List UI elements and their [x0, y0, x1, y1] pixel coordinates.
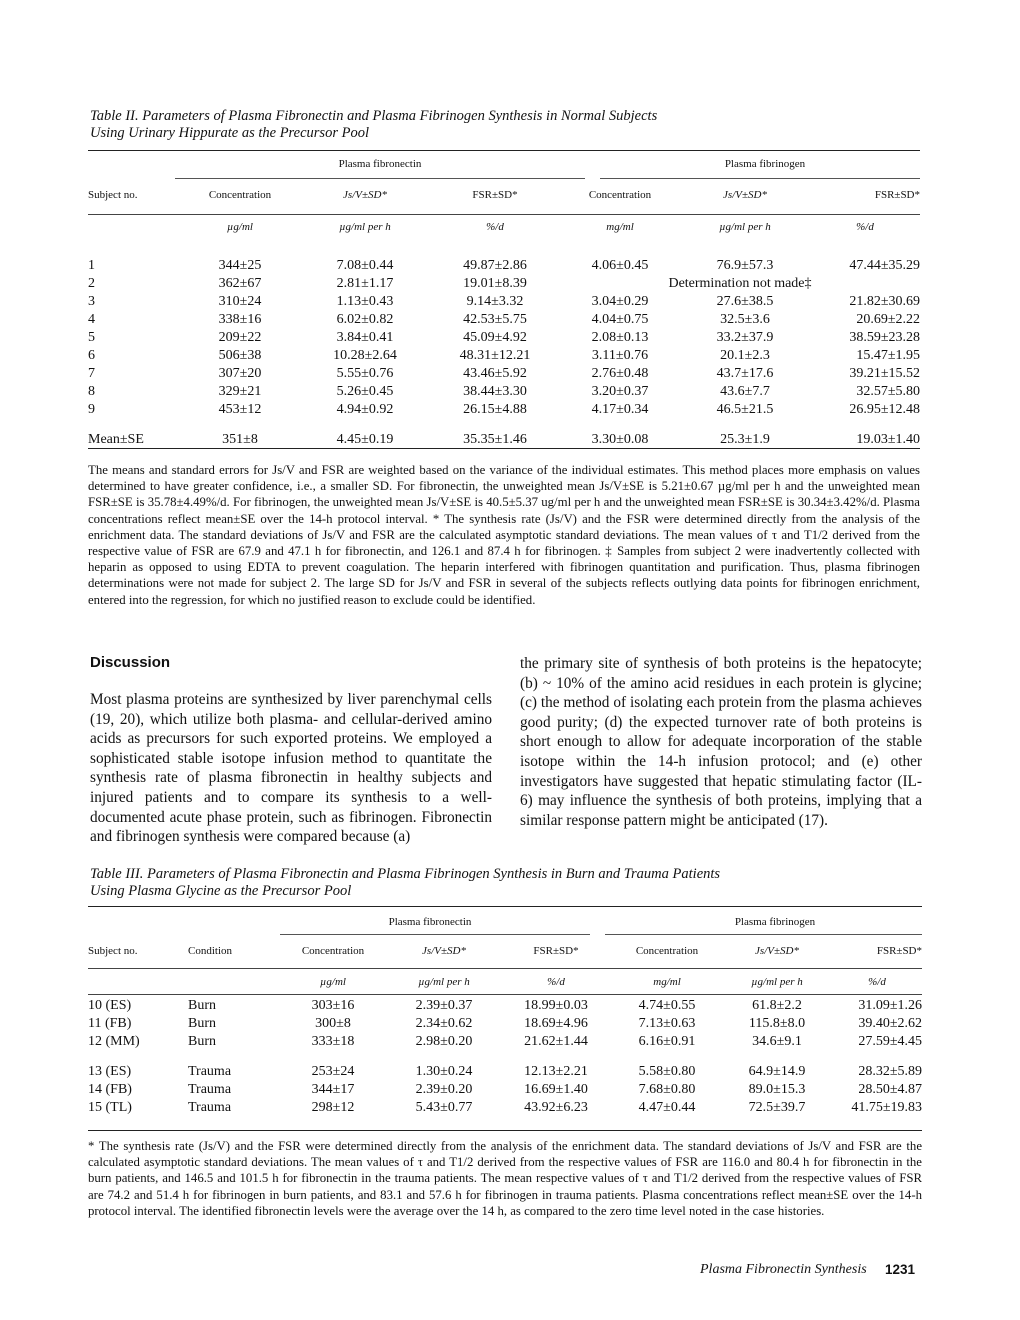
mean-cell: 35.35±1.46 — [463, 431, 527, 447]
table-cell: 298±12 — [311, 1100, 355, 1115]
table-cell: 338±16 — [218, 311, 262, 327]
table-cell: 43.7±17.6 — [716, 365, 774, 381]
table-cell: 362±67 — [218, 275, 262, 291]
unit-cell: mg/ml — [606, 220, 634, 233]
unit-cell: µg/ml — [227, 220, 253, 233]
table-cell: 307±20 — [218, 365, 262, 381]
table-cell: 2 — [88, 275, 95, 291]
table-row — [88, 383, 920, 401]
table2-units-row — [88, 215, 920, 239]
table-cell: 33.2±37.9 — [716, 329, 774, 345]
table-cell: 4.17±0.34 — [591, 401, 649, 417]
table-cell: 18.69±4.96 — [524, 1016, 588, 1031]
table2-footnote-text: The means and standard errors for Js/V and FSR are weighted based on the variance of the individual estimates. This method places more emphasis on values determined to have greater confidence, i.e., a smaller SD. For fibronectin, the unweighted mean Js/V±SE is 5.21±0.67 µg/ml per h and the unweighted mean FSR±SE is 35.78±4.49%/d. For fibrinogen, the unweighted mean Js/V±SE is 40.5±5.37 ug/ml per h and the unweighted mean FSR±SE is 30.34±3.42%/d. Plasma concentrations reflect mean±SE over the 14-h protocol interval. * The synthesis rate (Js/V) and the FSR were determined directly from the analysis of the enrichment data. The standard deviations of Js/V and FSR are the calculated asymptotic standard deviations. The mean values of τ and T1/2 derived from the respective value of FSR are 67.9 and 47.1 h for fibronectin, and 126.1 and 87.4 h for fibrinogen. ‡ Samples from subject 2 were inadvertently collected with heparin as opposed to using EDTA to prevent coagulation. The heparin interfered with fibrinogen quantitation and purification. Thus, plasma fibrinogen determinations were not made for subject 2. The large SD for Js/V and FSR in several of the subjects reflects outlying data points for fibrinogen enrichment, entered into the regression, for which no justified reason to exclude could be identified. — [88, 463, 920, 607]
table3-top-rule — [88, 906, 922, 907]
table2-bottom-rule — [88, 448, 920, 449]
table-cell: 10.28±2.64 — [333, 347, 397, 363]
table-cell: 43.46±5.92 — [463, 365, 527, 381]
table-cell: 3 — [88, 293, 95, 309]
table-cell: 3.84±0.41 — [336, 329, 394, 345]
table2-group-rule-fibrinogen — [600, 178, 920, 179]
header-fn-concentration: Concentration — [208, 189, 272, 201]
table-cell: 5.26±0.45 — [336, 383, 394, 399]
table-cell: 4.06±0.45 — [591, 257, 649, 273]
mean-label: Mean±SE — [88, 431, 144, 447]
table-cell: 115.8±8.0 — [748, 1016, 806, 1031]
discussion-right-text: the primary site of synthesis of both proteins is the hepatocyte; (b) ~ 10% of the amino acid residues in each protein is glycine; (c) the method of isolating each protein from the plasma achieves good purity; (d) the expected turnover rate of both proteins is short enough to allow for adequate incorporation of the stable isotope within the 14-h infusion protocol; and (e) other investigators have suggested that hepatic stimulating factor (IL-6) may influence the synthesis of both proteins, implying that a similar response pattern might be anticipated (17). — [520, 655, 922, 829]
table-cell: 21.62±1.44 — [524, 1034, 588, 1049]
table-cell: 32.5±3.6 — [720, 311, 770, 327]
table-cell: 28.32±5.89 — [858, 1064, 922, 1079]
table-cell: 6.02±0.82 — [336, 311, 394, 327]
header-fg-fsr: FSR±SD* — [874, 189, 920, 201]
table-cell: 300±8 — [315, 1016, 351, 1031]
table3-group-fibrinogen: Plasma fibrinogen — [734, 916, 816, 928]
table-cell: 13 (ES) — [88, 1064, 132, 1079]
table3-burn-rows — [88, 997, 922, 1051]
table-cell: Trauma — [188, 1100, 232, 1115]
table-cell: 2.39±0.37 — [415, 998, 473, 1013]
unit-cell: mg/ml — [653, 975, 681, 988]
table-cell: 2.98±0.20 — [415, 1034, 473, 1049]
table-cell: 5.55±0.76 — [336, 365, 394, 381]
table-row — [88, 257, 920, 275]
table-cell: Trauma — [188, 1082, 232, 1097]
running-title: Plasma Fibronectin Synthesis — [700, 1262, 867, 1277]
table-row — [88, 347, 920, 365]
table-cell: 20.69±2.22 — [856, 311, 920, 327]
mean-cell: 19.03±1.40 — [856, 431, 920, 447]
mean-cell: 3.30±0.08 — [591, 431, 649, 447]
table-row — [88, 365, 920, 383]
header-fg-fsr: FSR±SD* — [876, 945, 922, 957]
table-cell: Trauma — [188, 1064, 232, 1079]
table-cell: Burn — [188, 998, 216, 1013]
table2-group-fibrinogen: Plasma fibrinogen — [724, 158, 806, 170]
table-cell: 27.59±4.45 — [858, 1034, 922, 1049]
table3-caption-line1: Table III. Parameters of Plasma Fibronectin and Plasma Fibrinogen Synthesis in Burn and Trauma Patients — [90, 866, 721, 882]
table-cell: 38.44±3.30 — [463, 383, 527, 399]
table-cell: 11 (FB) — [88, 1016, 132, 1031]
header-fn-concentration: Concentration — [301, 945, 365, 957]
table-cell: 344±17 — [311, 1082, 355, 1097]
table-row — [88, 329, 920, 347]
table2-top-rule — [88, 150, 920, 151]
table-row — [88, 1063, 922, 1081]
table-cell: 12 (MM) — [88, 1034, 140, 1049]
table-cell: 2.76±0.48 — [591, 365, 649, 381]
table3-caption — [90, 866, 930, 900]
table3-footnote-text: * The synthesis rate (Js/V) and the FSR were determined directly from the analysis of the enrichment data. The standard deviations of Js/V and FSR are the calculated asymptotic standard deviations. The mean values of τ and T1/2 derived from the respective values of FSR are 116.0 and 80.4 h for fibronectin in the burn patients, and 146.5 and 101.5 h for fibronectin in the trauma patients. The mean respective values of τ and T1/2 derived from the respective values of FSR are 74.2 and 51.4 h for fibrinogen in burn patients, and 83.1 and 57.6 h for fibrinogen in trauma patients. Plasma concentrations reflect mean±SE over the 14-h protocol interval. The identified fibronectin levels were the average over the 14 h, as compared to the zero time level noted in the case histories. — [88, 1139, 922, 1218]
table2-mean-row — [88, 431, 920, 449]
table-cell: 3.04±0.29 — [591, 293, 649, 309]
table-cell: 344±25 — [218, 257, 262, 273]
table2-group-fibronectin: Plasma fibronectin — [338, 158, 422, 170]
header-fn-fsr: FSR±SD* — [533, 945, 579, 957]
unit-cell: %/d — [486, 220, 504, 233]
table2-footnote — [88, 462, 920, 608]
table-cell: 8 — [88, 383, 95, 399]
table3-group-rule-fibronectin — [280, 934, 590, 935]
table-cell: 15 (TL) — [88, 1100, 132, 1115]
table-cell: 9.14±3.32 — [466, 293, 524, 309]
page-number: 1231 — [885, 1262, 916, 1277]
header-subject-no: Subject no. — [88, 189, 138, 201]
table-cell: 4.04±0.75 — [591, 311, 649, 327]
table-cell: 3.20±0.37 — [591, 383, 649, 399]
table-cell: 18.99±0.03 — [524, 998, 588, 1013]
table3-group-rule-fibrinogen — [605, 934, 922, 935]
unit-cell — [188, 969, 278, 995]
header-fg-concentration: Concentration — [588, 189, 652, 201]
header-fn-jsv: Js/V±SD* — [422, 945, 466, 957]
table-cell: 47.44±35.29 — [849, 257, 920, 273]
table-cell: 4.94±0.92 — [336, 401, 394, 417]
table-cell: 43.6±7.7 — [720, 383, 770, 399]
table-cell: 48.31±12.21 — [459, 347, 531, 363]
table-cell: 20.1±2.3 — [720, 347, 770, 363]
table-cell: 26.15±4.88 — [463, 401, 527, 417]
table-cell: 209±22 — [218, 329, 262, 345]
table-cell: 12.13±2.21 — [524, 1064, 588, 1079]
unit-cell: µg/ml per h — [719, 220, 771, 233]
table2-header-row — [88, 186, 920, 204]
table-row — [88, 1015, 922, 1033]
table2-caption — [90, 108, 930, 142]
unit-cell: µg/ml per h — [339, 220, 391, 233]
table-row — [88, 1081, 922, 1099]
table-cell: 5.58±0.80 — [638, 1064, 696, 1079]
table-row — [88, 1099, 922, 1117]
table-cell: 5.43±0.77 — [415, 1100, 473, 1115]
unit-cell: %/d — [856, 220, 874, 233]
table-cell: 21.82±30.69 — [849, 293, 920, 309]
table-cell: 43.92±6.23 — [524, 1100, 588, 1115]
mean-cell: 4.45±0.19 — [336, 431, 394, 447]
table-cell: 5 — [88, 329, 95, 345]
table2-group-rule-fibronectin — [175, 178, 585, 179]
unit-cell: µg/ml per h — [751, 975, 803, 988]
table-cell: 453±12 — [218, 401, 262, 417]
table-cell: Burn — [188, 1034, 216, 1049]
table2-caption-line2: Using Urinary Hippurate as the Precursor Pool — [90, 125, 369, 141]
table-cell: 45.09±4.92 — [463, 329, 527, 345]
mean-cell: 25.3±1.9 — [720, 431, 770, 447]
table-row — [88, 311, 920, 329]
table3-footnote — [88, 1138, 922, 1219]
header-fg-jsv: Js/V±SD* — [723, 189, 767, 201]
table-cell: 2.81±1.17 — [336, 275, 394, 291]
table-row — [88, 401, 920, 419]
table-cell: 303±16 — [311, 998, 355, 1013]
table3-group-fibronectin: Plasma fibronectin — [388, 916, 472, 928]
table-cell: 72.5±39.7 — [748, 1100, 806, 1115]
table-cell: 4.47±0.44 — [638, 1100, 696, 1115]
table-row — [88, 275, 920, 293]
table-cell: 61.8±2.2 — [752, 998, 802, 1013]
table-cell: 76.9±57.3 — [716, 257, 774, 273]
table-cell: 27.6±38.5 — [716, 293, 774, 309]
table-cell: 9 — [88, 401, 95, 417]
table-cell: 6.16±0.91 — [638, 1034, 696, 1049]
table2-caption-line1: Table II. Parameters of Plasma Fibronectin and Plasma Fibrinogen Synthesis in Normal Subjects — [90, 108, 658, 124]
table-cell: 7 — [88, 365, 95, 381]
discussion-heading: Discussion — [90, 654, 171, 671]
table-cell: Determination not made‡ — [668, 275, 812, 291]
table-row — [88, 293, 920, 311]
header-condition: Condition — [188, 945, 233, 957]
table-cell: 39.40±2.62 — [858, 1016, 922, 1031]
table-cell: 3.11±0.76 — [591, 347, 649, 363]
table-cell: 49.87±2.86 — [463, 257, 527, 273]
table-cell: 2.34±0.62 — [415, 1016, 473, 1031]
table-cell: 333±18 — [311, 1034, 355, 1049]
unit-cell — [88, 215, 180, 239]
table-cell: 1.13±0.43 — [336, 293, 394, 309]
table-cell: 2.39±0.20 — [415, 1082, 473, 1097]
table3-header-row — [88, 942, 922, 960]
table-row — [88, 997, 922, 1015]
table-cell: Burn — [188, 1016, 216, 1031]
table-cell: 16.69±1.40 — [524, 1082, 588, 1097]
table3-bottom-rule — [88, 1130, 922, 1131]
table-cell: 7.13±0.63 — [638, 1016, 696, 1031]
table-cell: 38.59±23.28 — [849, 329, 920, 345]
table-cell: 31.09±1.26 — [858, 998, 922, 1013]
discussion-left-text: Most plasma proteins are synthesized by liver parenchymal cells (19, 20), which utilize both plasma- and cellular-derived amino acids as precursors for such exported proteins. We employed a sophisticated stable isotope infusion method to quantitate the synthesis rate of plasma fibronectin in healthy subjects and injured patients and to compare its synthesis to a well-documented acute phase protein, such as fibrinogen. Fibronectin and fibrinogen synthesis were compared because (a) — [90, 691, 492, 846]
unit-cell: %/d — [547, 975, 565, 988]
table-cell: 14 (FB) — [88, 1082, 132, 1097]
table-cell: 4.74±0.55 — [638, 998, 696, 1013]
header-fg-concentration: Concentration — [635, 945, 699, 957]
table-cell: 34.6±9.1 — [752, 1034, 802, 1049]
discussion-left-column — [90, 690, 492, 847]
table-cell: 64.9±14.9 — [748, 1064, 806, 1079]
table3 — [88, 942, 922, 1117]
table-cell: 42.53±5.75 — [463, 311, 527, 327]
table-cell: 329±21 — [218, 383, 262, 399]
table-cell: 46.5±21.5 — [716, 401, 774, 417]
table-cell: 2.08±0.13 — [591, 329, 649, 345]
table-cell: 19.01±8.39 — [463, 275, 527, 291]
table-cell: 253±24 — [311, 1064, 355, 1079]
header-fn-fsr: FSR±SD* — [472, 189, 518, 201]
table-cell: 26.95±12.48 — [849, 401, 920, 417]
table-cell: 1 — [88, 257, 95, 273]
header-subject-no: Subject no. — [88, 945, 138, 957]
unit-cell: µg/ml — [320, 975, 346, 988]
table-row — [88, 1033, 922, 1051]
table-cell: 7.08±0.44 — [336, 257, 394, 273]
table-cell: 89.0±15.3 — [748, 1082, 806, 1097]
table-cell: 1.30±0.24 — [415, 1064, 473, 1079]
header-fn-jsv: Js/V±SD* — [343, 189, 387, 201]
unit-cell — [88, 969, 188, 995]
table-cell: 39.21±15.52 — [849, 365, 920, 381]
unit-cell: %/d — [868, 975, 886, 988]
table-cell: 7.68±0.80 — [638, 1082, 696, 1097]
table-cell: 10 (ES) — [88, 998, 132, 1013]
header-fg-jsv: Js/V±SD* — [755, 945, 799, 957]
table3-trauma-rows — [88, 1063, 922, 1117]
table-cell: 15.47±1.95 — [856, 347, 920, 363]
table-cell: 6 — [88, 347, 95, 363]
table3-caption-line2: Using Plasma Glycine as the Precursor Pool — [90, 883, 352, 899]
mean-cell: 351±8 — [222, 431, 258, 447]
table-cell: 310±24 — [218, 293, 262, 309]
table3-units-row — [88, 969, 922, 995]
table-cell: 506±38 — [218, 347, 262, 363]
table-cell: 28.50±4.87 — [858, 1082, 922, 1097]
table2-body — [88, 257, 920, 419]
discussion-right-column — [520, 654, 922, 830]
table-cell: 4 — [88, 311, 95, 327]
table-cell: 41.75±19.83 — [851, 1100, 922, 1115]
table-cell: 32.57±5.80 — [856, 383, 920, 399]
table2 — [88, 186, 920, 449]
unit-cell: µg/ml per h — [418, 975, 470, 988]
